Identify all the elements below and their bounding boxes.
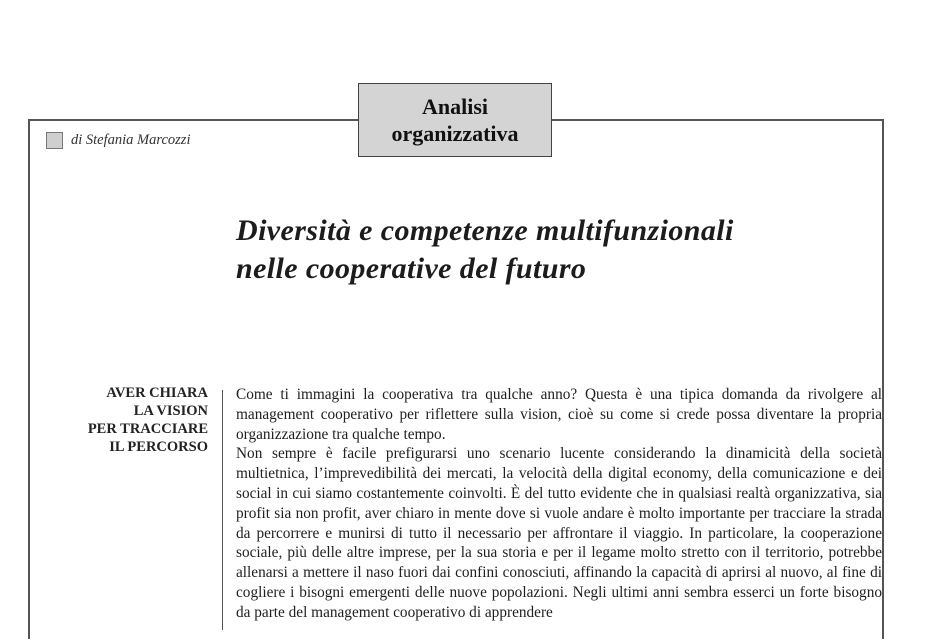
body-paragraph-2: Non sempre è facile prefigurarsi uno scenario lucente considerando la dinamicità della società multietnica, l’imprevedibilità dei mercati, la velocità della digital economy, della comunicazione e dei social in cui siamo costantemente coinvolti. È del tutto evidente che in qualsiasi realtà organizzativa, sia profit sia non profit, aver chiaro in mente dove si vuole andare è molto importante per tracciare la strada da percorrere e munirsi di tutto il necessario per affrontare il viaggio. In particolare, la cooperazione sociale, più delle altre imprese, per la sua storia e per il legame molto stretto con il territorio, potrebbe allenarsi a mettere il naso fuori dai confini conosciuti, affinando la capacità di aprirsi al nuovo, al fine di cogliere i bisogni emergenti delle nuove popolazioni. Negli ultimi anni sembra esserci un forte bisogno da parte del management cooperativo di apprendere	[236, 445, 882, 621]
section-label-line1: Analisi	[421, 94, 489, 119]
side-heading-line4: IL PERCORSO	[109, 439, 208, 455]
side-heading	[60, 384, 208, 456]
section-label-box	[358, 83, 552, 157]
headline-line2: nelle cooperative del futuro	[236, 252, 587, 285]
section-label-line2: organizzativa	[391, 121, 519, 146]
column-divider	[222, 390, 223, 630]
side-heading-line2: LA VISION	[133, 403, 208, 419]
author-byline	[46, 132, 190, 149]
headline-line1: Diversità e competenze multifunzionali	[236, 214, 734, 247]
body-paragraph-1: Come ti immagini la cooperativa tra qualche anno? Questa è una tipica domanda da rivolgere al management cooperativo per riflettere sulla vision, cioè su come si crede possa diventare la propria organizzazione tra qualche tempo.	[236, 386, 882, 443]
article-headline	[236, 212, 856, 288]
side-heading-line3: PER TRACCIARE	[87, 421, 208, 437]
author-name: di Stefania Marcozzi	[71, 132, 191, 148]
side-heading-line1: AVER CHIARA	[106, 385, 208, 401]
article-body	[236, 385, 882, 623]
square-bullet-icon	[46, 132, 63, 149]
